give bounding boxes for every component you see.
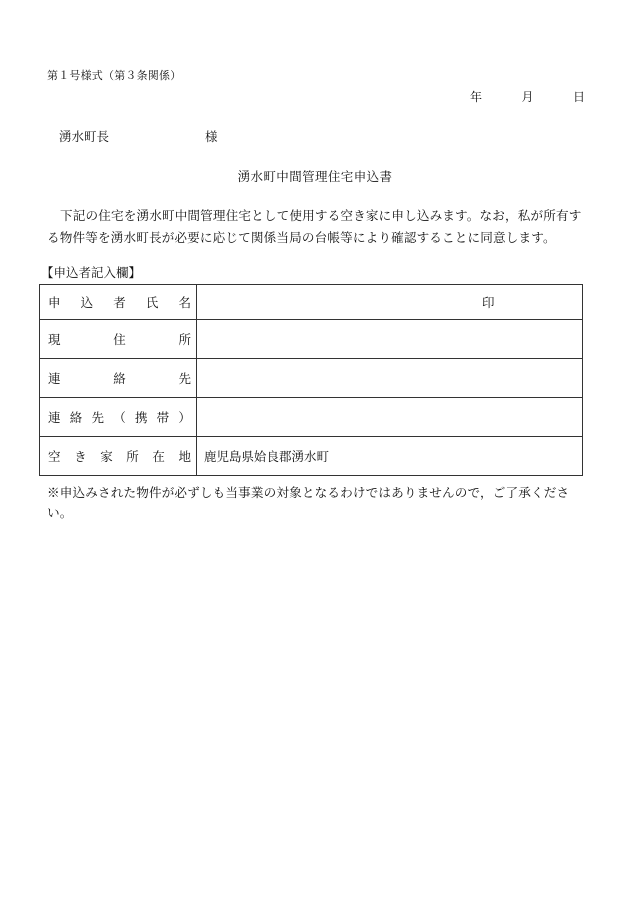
- label-char: 者: [113, 295, 126, 310]
- form-number: 第１号様式（第３条関係）: [47, 69, 182, 82]
- addressee: [59, 127, 218, 145]
- label-char: 携: [134, 410, 148, 425]
- label-char: 込: [80, 295, 94, 310]
- seal-mark: 印: [482, 295, 495, 310]
- label-char: 所: [178, 332, 191, 347]
- label-char: （: [113, 410, 126, 425]
- table-row-vacant-house-location: [40, 437, 583, 476]
- body-paragraph: 下記の住宅を湧水町中間管理住宅として使用する空き家に申し込みます。なお，私が所有する物件等を湧水町長が必要に応じて関係当局の台帳等により確認することに同意します。: [47, 208, 582, 245]
- table-row-contact: [40, 359, 583, 398]
- label-char: 家: [100, 449, 113, 464]
- label-char: 名: [178, 295, 191, 310]
- label-char: 地: [178, 449, 191, 464]
- section-heading: 【申込者記入欄】: [41, 265, 142, 280]
- label-char: 現: [48, 332, 61, 347]
- table-row-applicant-name: [40, 285, 583, 320]
- label-char: ）: [178, 410, 191, 425]
- disclaimer-note: ※申込みされた物件が必ずしも当事業の対象となるわけではありませんので，ご了承ください。: [47, 485, 570, 520]
- label-char: き: [74, 449, 87, 464]
- label-char: 先: [91, 410, 104, 425]
- label-char: 先: [178, 371, 191, 386]
- label-char: 連: [48, 410, 61, 425]
- document-title: 湧水町中間管理住宅申込書: [237, 169, 393, 184]
- label-char: 所: [126, 449, 139, 464]
- vacant-house-location-field[interactable]: 鹿児島県姶良郡湧水町: [197, 437, 583, 476]
- label-char: 住: [113, 332, 126, 347]
- label-applicant-name: [40, 285, 197, 320]
- applicant-name-field[interactable]: [197, 285, 583, 320]
- label-mobile-contact: [40, 398, 197, 437]
- date-year-label: 年: [470, 90, 483, 104]
- date-month-label: 月: [521, 90, 534, 104]
- contact-field[interactable]: [197, 359, 583, 398]
- date-day-label: 日: [572, 90, 585, 104]
- mobile-contact-field[interactable]: [197, 398, 583, 437]
- label-char: 絡: [69, 410, 83, 425]
- addressee-name: 湧水町長: [59, 129, 110, 144]
- table-row-mobile-contact: [40, 398, 583, 437]
- label-current-address: [40, 320, 197, 359]
- label-spread: [48, 330, 191, 348]
- label-char: 連: [48, 371, 61, 386]
- label-spread: [48, 447, 191, 465]
- label-vacant-house-location: [40, 437, 197, 476]
- date-line: [470, 88, 585, 105]
- label-char: 申: [48, 295, 61, 310]
- addressee-honorific: 様: [205, 129, 218, 144]
- label-char: 絡: [113, 371, 126, 386]
- label-spread: [48, 293, 191, 311]
- label-contact: [40, 359, 197, 398]
- label-char: 氏: [145, 295, 159, 310]
- label-spread: [48, 408, 191, 426]
- table-row-current-address: [40, 320, 583, 359]
- label-char: 在: [152, 449, 165, 464]
- applicant-table: [39, 284, 583, 476]
- current-address-field[interactable]: [197, 320, 583, 359]
- label-char: 空: [48, 449, 61, 464]
- label-char: 帯: [156, 410, 170, 425]
- label-spread: [48, 369, 191, 387]
